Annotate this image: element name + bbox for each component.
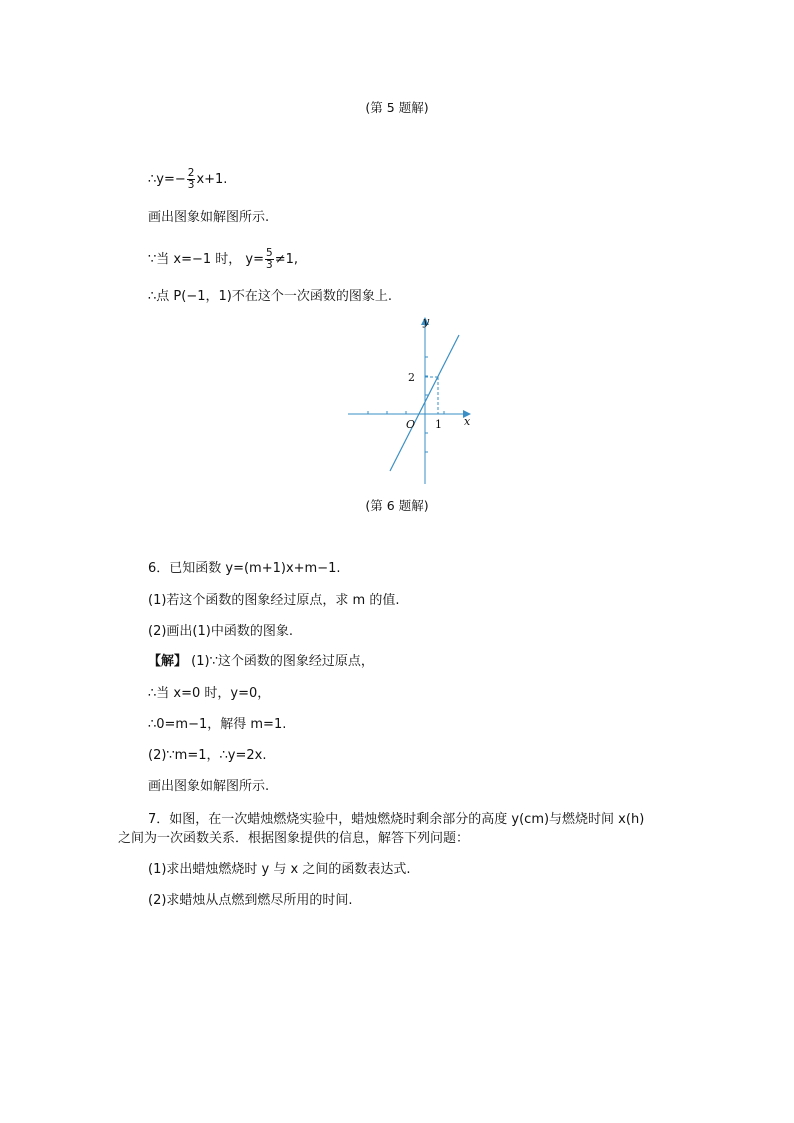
y-axis-label: y (423, 315, 430, 328)
question-6-part-1: (1)若这个函数的图象经过原点，求 m 的值. (148, 593, 400, 608)
question-7-line-1: 7．如图，在一次蜡烛燃烧实验中，蜡烛燃烧时剩余部分的高度 y(cm)与燃烧时间 x(h) (148, 812, 645, 827)
solution-6-line-3: ∴0=m−1，解得 m=1. (148, 717, 287, 732)
tick-label-x-1: 1 (435, 418, 442, 431)
equation-prefix: ∵当 x=−1 时， y= (148, 252, 265, 267)
solution-6-line-2: ∴当 x=0 时，y=0， (148, 686, 271, 701)
origin-label: O (406, 418, 416, 431)
function-graph-y-2x (345, 312, 475, 487)
question-7-line-2: 之间为一次函数关系．根据图象提供的信息，解答下列问题： (118, 831, 470, 846)
fraction-denominator: 3 (187, 179, 195, 191)
fraction (187, 168, 196, 191)
question-7-part-1: (1)求出蜡烛燃烧时 y 与 x 之间的函数表达式. (148, 862, 411, 877)
x-axis-label: x (464, 415, 471, 428)
fraction-numerator: 5 (266, 247, 273, 259)
figure-caption-5: (第 5 题解) (365, 100, 429, 115)
figure-caption-6: (第 6 题解) (365, 498, 429, 513)
text-point-not-on-graph: ∴点 P(−1，1)不在这个一次函数的图象上. (148, 289, 392, 304)
question-6-title: 6．已知函数 y=(m+1)x+m−1. (148, 561, 341, 576)
solution-tag: 【解】 (148, 654, 188, 669)
tick-label-y-2: 2 (408, 371, 415, 384)
fraction-numerator: 2 (187, 167, 195, 179)
equation-suffix: ≠1, (274, 252, 298, 267)
equation-line-y (148, 168, 227, 191)
question-7-part-2: (2)求蜡烛从点燃到燃尽所用的时间. (148, 893, 353, 908)
solution-6-line-1 (148, 654, 374, 670)
solution-6-line-4: (2)∵m=1，∴y=2x. (148, 748, 267, 763)
fraction (265, 248, 274, 271)
equation-suffix: x+1. (196, 172, 228, 187)
text-draw-graph-5: 画出图象如解图所示. (148, 210, 270, 225)
equation-line-when (148, 248, 298, 271)
solution-text: (1)∵这个函数的图象经过原点， (187, 654, 374, 669)
fraction-denominator: 3 (266, 259, 273, 271)
equation-prefix: ∴y=− (148, 172, 186, 187)
axis-ticks (368, 357, 444, 452)
question-6-part-2: (2)画出(1)中函数的图象. (148, 624, 293, 639)
solution-6-line-5: 画出图象如解图所示. (148, 779, 270, 794)
